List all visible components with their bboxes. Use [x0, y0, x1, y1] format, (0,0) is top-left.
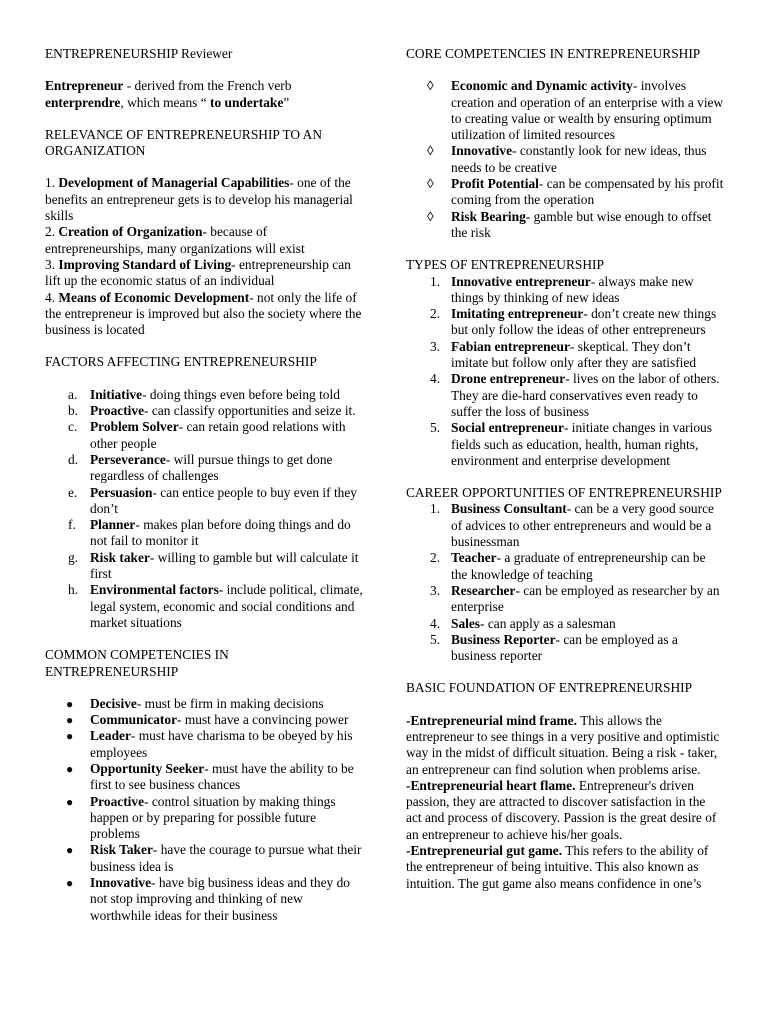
bullet-icon: ● — [66, 794, 74, 809]
foundation-item — [406, 713, 724, 778]
core-item — [406, 176, 724, 209]
list-marker: b. — [68, 403, 79, 419]
type-item — [406, 420, 724, 469]
list-marker: 4. — [430, 371, 441, 387]
item-term: Drone entrepreneur — [451, 371, 566, 387]
item-term: Innovative entrepreneur — [451, 273, 591, 289]
career-item — [406, 501, 724, 550]
item-description: - don’t create new things but only follow the ideas of other entrepreneurs — [451, 306, 717, 338]
bullet-icon: ● — [66, 843, 74, 858]
item-term: Fabian entrepreneur — [451, 338, 570, 354]
core-item — [406, 78, 724, 143]
list-marker: 5. — [430, 420, 441, 436]
common-competencies-list — [45, 696, 365, 924]
item-description: - because of entrepreneurships, many organizations will exist — [45, 224, 305, 256]
item-term: Economic and Dynamic activity — [451, 78, 633, 94]
type-item — [406, 274, 724, 307]
item-term: Sales — [451, 615, 481, 631]
item-description: - must be firm in making decisions — [136, 695, 324, 711]
item-description: - willing to gamble but will calculate it first — [90, 549, 359, 582]
item-description: - entrepreneurship can lift up the economic status of an individual — [45, 256, 351, 289]
definition-text-1: - derived from the French verb — [123, 78, 292, 94]
item-term: Social entrepreneur — [451, 420, 564, 436]
right-column — [406, 46, 724, 892]
foundation-item — [406, 843, 724, 892]
list-marker: 1. — [430, 501, 441, 517]
common-competencies-heading: COMMON COMPETENCIES IN ENTREPRENEURSHIP — [45, 647, 229, 679]
item-description: - can entice people to buy even if they don’t — [90, 484, 357, 516]
core-item — [406, 143, 724, 176]
factors-heading: FACTORS AFFECTING ENTREPRENEURSHIP — [45, 354, 317, 370]
diamond-icon: ◊ — [427, 208, 434, 224]
item-term: Risk Taker — [90, 842, 153, 858]
list-marker: e. — [68, 484, 78, 500]
list-marker: 1. — [430, 273, 441, 289]
list-marker: a. — [68, 386, 78, 402]
list-marker: 3. — [430, 582, 441, 598]
item-description: - constantly look for new ideas, thus needs to be creative — [451, 143, 707, 175]
relevance-item — [45, 257, 365, 290]
left-column — [45, 46, 365, 924]
item-number: 3. — [45, 256, 59, 272]
item-description: - can be employed as a business reporter — [451, 631, 678, 664]
item-term: Risk Bearing — [451, 208, 526, 224]
item-term: Imitating entrepreneur — [451, 306, 584, 322]
list-marker: 3. — [430, 338, 441, 354]
list-marker: d. — [68, 451, 79, 467]
item-term: Perseverance — [90, 451, 166, 467]
entrepreneur-definition — [45, 78, 365, 111]
item-term: Problem Solver — [90, 419, 179, 435]
item-description: - will pursue things to get done regardless of challenges — [90, 451, 333, 484]
career-item — [406, 583, 724, 616]
bullet-icon: ● — [66, 696, 74, 711]
career-item — [406, 550, 724, 583]
item-description: Entrepreneur's driven passion, they are attracted to discover satisfaction in the act and process of discovery. Passion is the great desire of an entrepreneur to achieve his/her goals. — [406, 777, 717, 842]
item-term: Decisive — [90, 695, 137, 711]
item-term: Proactive — [90, 793, 145, 809]
item-term: Business Consultant — [451, 501, 567, 517]
item-description: - have the courage to pursue what their business idea is — [90, 842, 362, 874]
list-marker: c. — [68, 419, 78, 435]
item-description: - always make new things by thinking of new ideas — [451, 273, 694, 305]
item-description: - a graduate of entrepreneurship can be the knowledge of teaching — [451, 550, 706, 582]
relevance-item — [45, 224, 365, 257]
item-term: Innovative — [90, 875, 152, 891]
item-term: Opportunity Seeker — [90, 760, 205, 776]
item-term: Teacher — [451, 550, 497, 566]
relevance-item — [45, 175, 365, 224]
factor-item — [45, 517, 365, 550]
item-term: Profit Potential — [451, 176, 539, 192]
item-term: Creation of Organization — [58, 224, 203, 240]
relevance-item — [45, 290, 365, 339]
item-description: - not only the life of the entrepreneur is improved but also the society where the business is located — [45, 289, 362, 338]
item-term: Innovative — [451, 143, 513, 159]
list-marker: h. — [68, 582, 79, 598]
item-description: - initiate changes in various fields such as education, health, human rights, environment and enterprise development — [451, 420, 712, 468]
bullet-icon: ● — [66, 729, 74, 744]
diamond-icon: ◊ — [427, 78, 434, 94]
factor-item — [45, 452, 365, 485]
item-number: 2. — [45, 224, 59, 240]
definition-text-3: ” — [283, 94, 290, 110]
core-competencies-heading: CORE COMPETENCIES IN ENTREPRENEURSHIP — [406, 46, 701, 61]
competency-item — [45, 842, 365, 875]
item-description: - makes plan before doing things and do not fail to monitor it — [90, 517, 351, 549]
item-description: - include political, climate, legal system, economic and social conditions and market situations — [90, 582, 363, 630]
diamond-icon: ◊ — [427, 176, 434, 192]
item-description: - can retain good relations with other people — [90, 419, 346, 451]
competency-item — [45, 761, 365, 794]
competency-item — [45, 875, 365, 924]
item-number: 1. — [45, 175, 59, 191]
career-heading: CAREER OPPORTUNITIES OF ENTREPRENEURSHIP — [406, 485, 722, 501]
item-description: - one of the benefits an entrepreneur gets is to develop his managerial skills — [45, 175, 353, 224]
item-term: Planner — [90, 517, 136, 533]
item-description: - can classify opportunities and seize it. — [144, 403, 356, 419]
item-term: Business Reporter — [451, 631, 556, 647]
relevance-list — [45, 175, 365, 338]
bullet-icon: ● — [66, 761, 74, 776]
item-description: This refers to the ability of the entrepreneur of being intuitive. This also known as intuition. The gut game also means confidence in one’s — [406, 843, 709, 891]
type-item — [406, 306, 724, 339]
item-term: Initiative — [90, 386, 143, 402]
item-term: -Entrepreneurial mind frame. — [406, 712, 577, 728]
career-item — [406, 616, 724, 632]
foundation-item — [406, 778, 724, 843]
item-description: - must have the ability to be first to see business chances — [90, 760, 354, 793]
bullet-icon: ● — [66, 876, 74, 891]
career-list — [406, 501, 724, 664]
type-item — [406, 339, 724, 372]
item-description: - must have a convincing power — [177, 712, 349, 728]
factor-item — [45, 582, 365, 631]
item-description: - doing things even before being told — [142, 386, 340, 402]
types-heading: TYPES OF ENTREPRENEURSHIP — [406, 257, 604, 273]
item-term: Risk taker — [90, 549, 150, 565]
factor-item — [45, 419, 365, 452]
career-item — [406, 632, 724, 665]
competency-item — [45, 728, 365, 761]
item-description: - control situation by making things happen or by preparing for possible future problems — [90, 793, 336, 842]
item-term: Means of Economic Development — [58, 289, 250, 305]
item-description: - can be employed as researcher by an enterprise — [451, 582, 720, 615]
foundation-heading: BASIC FOUNDATION OF ENTREPRENEURSHIP — [406, 680, 693, 696]
relevance-heading: RELEVANCE OF ENTREPRENEURSHIP TO AN ORGANIZATION — [45, 126, 323, 159]
document-title: ENTREPRENEURSHIP Reviewer — [45, 46, 233, 61]
foundation-list — [406, 713, 724, 892]
item-term: Communicator — [90, 712, 178, 728]
item-description: - can be a very good source of advices to other entrepreneurs and would be a businessman — [451, 501, 714, 550]
factor-item — [45, 403, 365, 419]
item-number: 4. — [45, 289, 59, 305]
item-description: - have big business ideas and they do not stop improving and thinking of new worthwhile ideas for their business — [90, 875, 350, 923]
list-marker: g. — [68, 549, 79, 565]
item-description: - involves creation and operation of an enterprise with a view to creating value or wealth by ensuring optimum utilization of limited resources — [451, 78, 724, 143]
factor-item — [45, 387, 365, 403]
item-term: Development of Managerial Capabilities — [58, 175, 290, 191]
definition-term: Entrepreneur — [45, 78, 124, 94]
list-marker: 2. — [430, 550, 441, 566]
item-description: - skeptical. They don’t imitate but follow only after they are satisfied — [451, 338, 697, 371]
item-term: Environmental factors — [90, 582, 219, 598]
factor-item — [45, 550, 365, 583]
item-term: Researcher — [451, 582, 516, 598]
list-marker: 2. — [430, 306, 441, 322]
diamond-icon: ◊ — [427, 143, 434, 159]
item-term: -Entrepreneurial heart flame. — [406, 777, 576, 793]
core-competencies-list — [406, 78, 724, 241]
item-term: Persuasion — [90, 484, 153, 500]
list-marker: 4. — [430, 615, 441, 631]
type-item — [406, 371, 724, 420]
item-term: Proactive — [90, 403, 145, 419]
item-term: Leader — [90, 728, 131, 744]
bullet-icon: ● — [66, 713, 74, 728]
core-item — [406, 209, 724, 242]
factors-list — [45, 387, 365, 631]
item-description: - gamble but wise enough to offset the risk — [451, 208, 712, 240]
list-marker: 5. — [430, 631, 441, 647]
item-term: -Entrepreneurial gut game. — [406, 843, 563, 859]
list-marker: f. — [68, 517, 76, 533]
item-description: This allows the entrepreneur to see things in a very positive and optimistic way in the midst of difficult situation. Being a risk - taker, an entrepreneur can find solution when problems arise. — [406, 712, 720, 777]
types-list — [406, 274, 724, 470]
factor-item — [45, 485, 365, 518]
item-description: - must have charisma to be obeyed by his employees — [90, 728, 353, 760]
definition-verb: enterprendre — [45, 94, 121, 110]
item-description: - can be compensated by his profit coming from the operation — [451, 176, 724, 208]
competency-item — [45, 712, 365, 728]
item-term: Improving Standard of Living — [58, 256, 232, 272]
item-description: - lives on the labor of others. They are die-hard conservatives even ready to suffer the loss of business — [451, 371, 720, 419]
item-description: - can apply as a salesman — [480, 615, 616, 631]
definition-text-2: , which means “ — [120, 94, 210, 110]
competency-item — [45, 794, 365, 843]
competency-item — [45, 696, 365, 712]
definition-meaning: to undertake — [210, 94, 284, 110]
